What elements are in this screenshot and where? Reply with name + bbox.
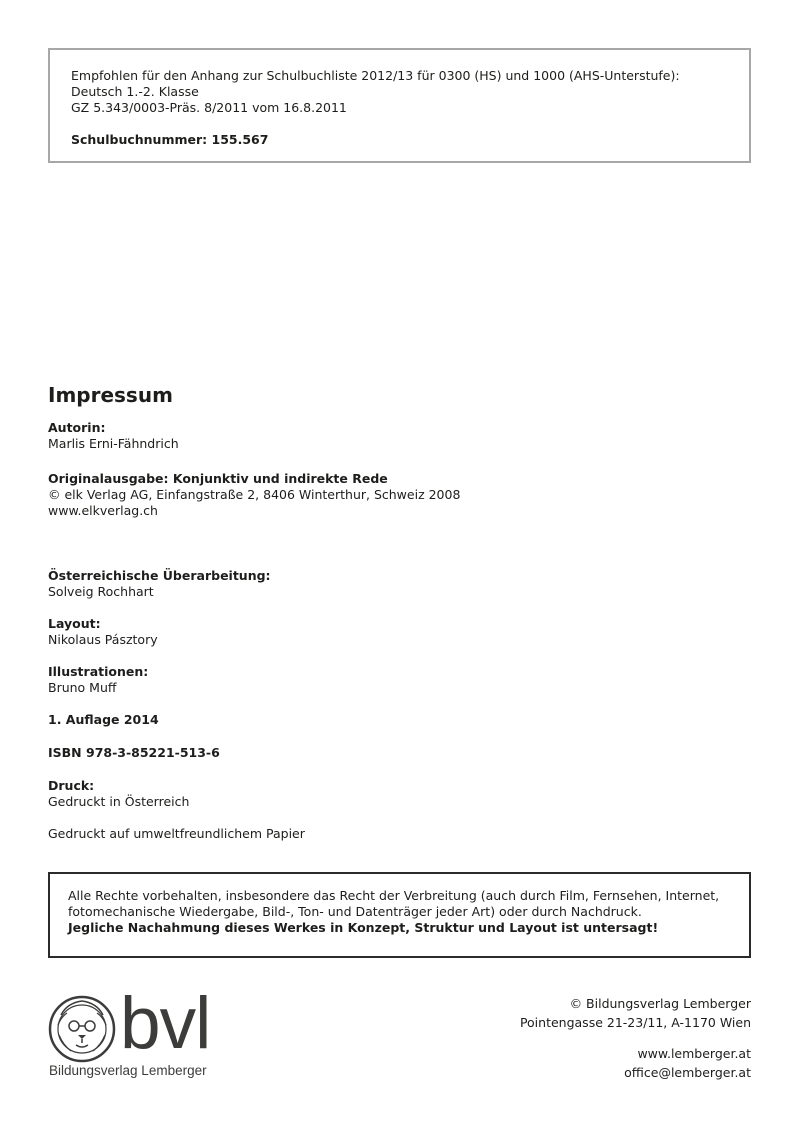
revision-section — [48, 568, 271, 600]
original-copyright: © elk Verlag AG, Einfangstraße 2, 8406 Winterthur, Schweiz 2008 — [48, 487, 461, 502]
revision-label: Österreichische Überarbeitung: — [48, 568, 271, 583]
recommendation-grade: Deutsch 1.-2. Klasse — [71, 84, 199, 99]
recommendation-box — [48, 48, 751, 163]
publisher-copyright: © Bildungsverlag Lemberger — [569, 996, 751, 1011]
author-section — [48, 420, 179, 452]
author-name: Marlis Erni-Fähndrich — [48, 436, 179, 451]
rights-warning: Jegliche Nachahmung dieses Werkes in Konzept, Struktur und Layout ist untersagt! — [68, 920, 659, 935]
layout-label: Layout: — [48, 616, 101, 631]
isbn-section — [48, 745, 220, 761]
illustrations-label: Illustrationen: — [48, 664, 149, 679]
edition: 1. Auflage 2014 — [48, 712, 159, 727]
rights-line: Alle Rechte vorbehalten, insbesondere das Recht der Verbreitung (auch durch Film, Fernsehen, Internet, — [68, 888, 720, 903]
illustrations-name: Bruno Muff — [48, 680, 117, 695]
publisher-logo — [47, 983, 247, 1085]
schoolbook-number: Schulbuchnummer: 155.567 — [71, 132, 269, 147]
original-edition-section — [48, 471, 460, 519]
illustrations-section — [48, 664, 148, 696]
edition-section — [48, 712, 159, 728]
publisher-website[interactable]: www.lemberger.at — [637, 1046, 751, 1061]
recommendation-line: Empfohlen für den Anhang zur Schulbuchliste 2012/13 für 0300 (HS) und 1000 (AHS-Unterstufe): — [71, 68, 680, 83]
print-section — [48, 778, 189, 810]
print-location: Gedruckt in Österreich — [48, 794, 190, 809]
original-edition-label: Originalausgabe: Konjunktiv und indirekte Rede — [48, 471, 388, 486]
logo-wordmark: bvl — [120, 983, 211, 1064]
isbn: ISBN 978-3-85221-513-6 — [48, 745, 220, 760]
logo-subtitle: Bildungsverlag Lemberger — [49, 1063, 207, 1078]
imprint-title: Impressum — [48, 383, 173, 407]
recommendation-reference: GZ 5.343/0003-Präs. 8/2011 vom 16.8.2011 — [71, 100, 347, 115]
rights-line: fotomechanische Wiedergabe, Bild-, Ton- und Datenträger jeder Art) oder durch Nachdruck. — [68, 904, 642, 919]
publisher-contact — [520, 994, 751, 1082]
original-website: www.elkverlag.ch — [48, 503, 158, 518]
layout-section — [48, 616, 158, 648]
publisher-address: Pointengasse 21-23/11, A-1170 Wien — [519, 1015, 751, 1030]
paper-note: Gedruckt auf umweltfreundlichem Papier — [48, 826, 305, 841]
paper-section — [48, 826, 305, 842]
layout-name: Nikolaus Pásztory — [48, 632, 158, 647]
author-label: Autorin: — [48, 420, 106, 435]
lion-head-icon — [47, 995, 117, 1063]
print-label: Druck: — [48, 778, 95, 793]
rights-box — [48, 872, 751, 958]
publisher-email[interactable]: office@lemberger.at — [624, 1065, 751, 1080]
revision-name: Solveig Rochhart — [48, 584, 154, 599]
